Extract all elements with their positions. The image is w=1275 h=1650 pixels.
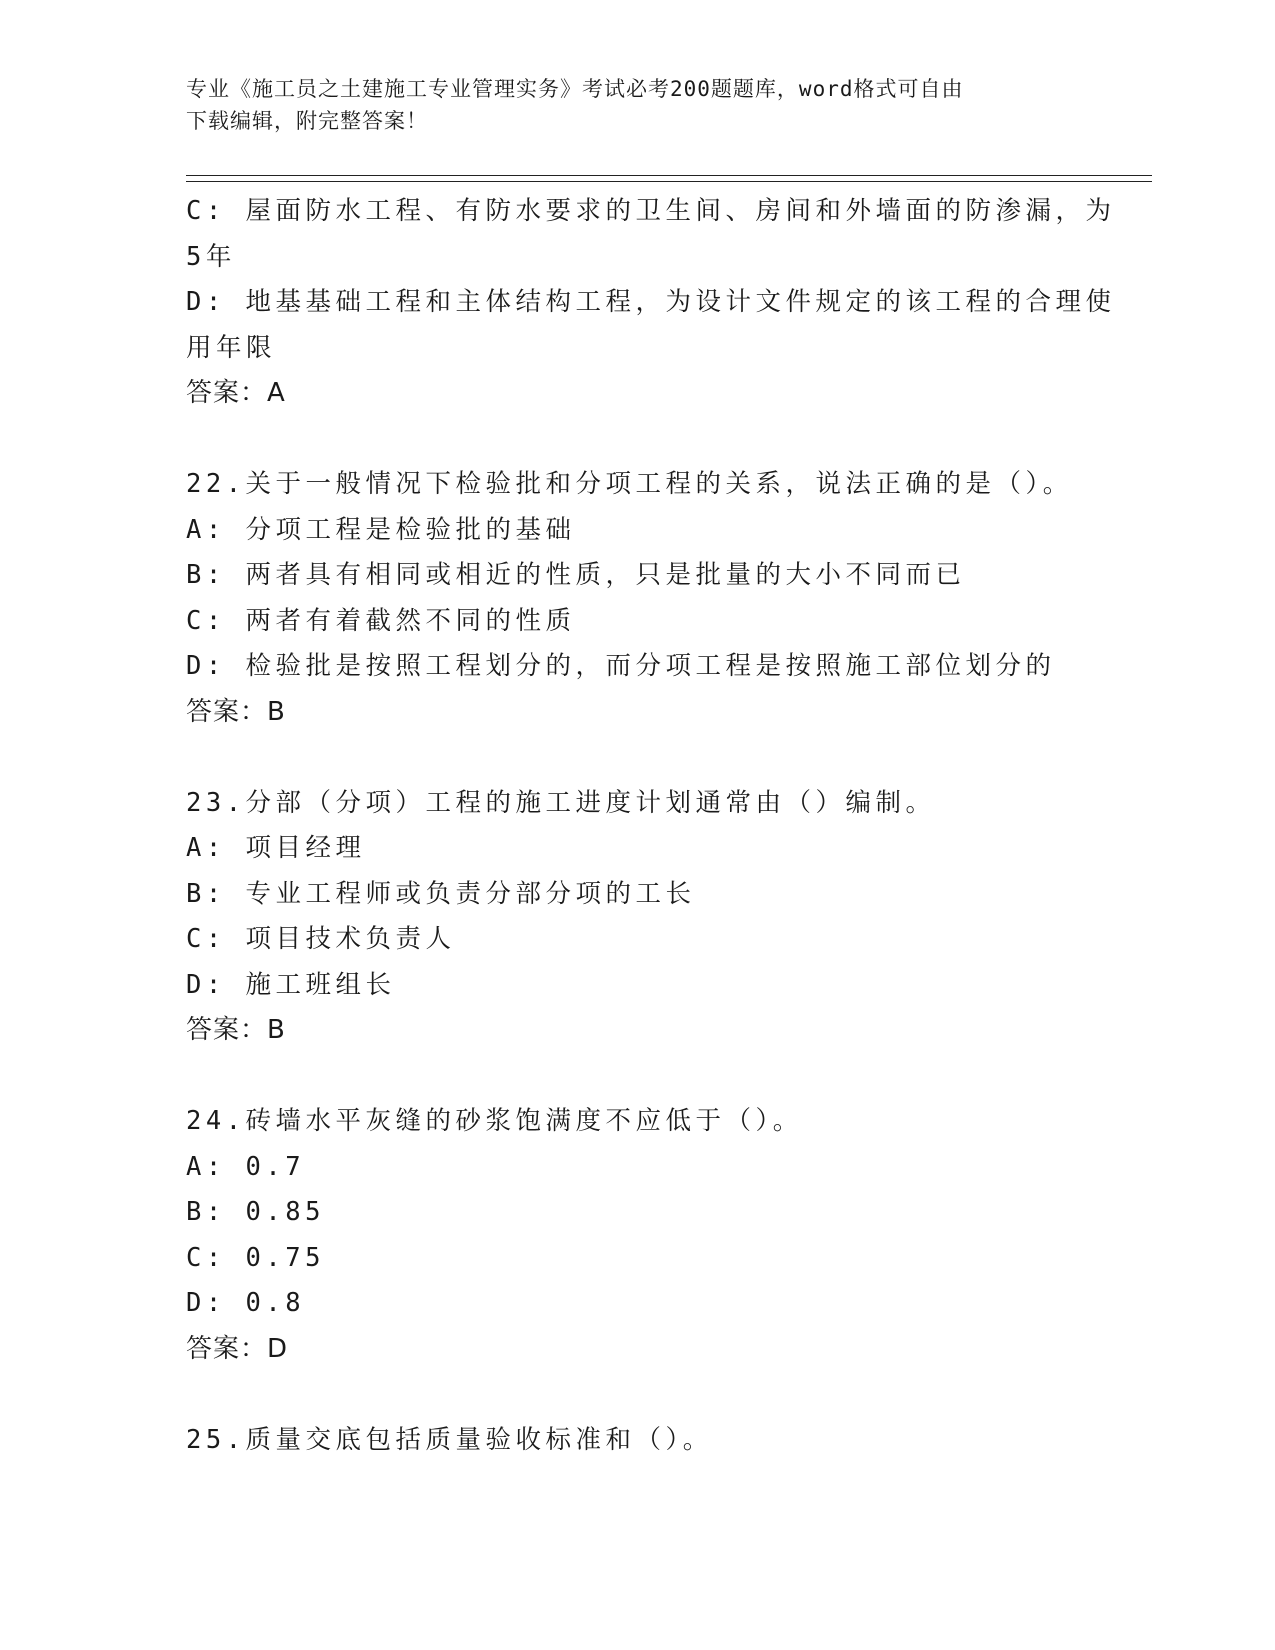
- document-header: [186, 73, 1086, 137]
- answer: 答案：D: [186, 1333, 289, 1364]
- question-stem: 24.砖墙水平灰缝的砂浆饱满度不应低于（）。: [186, 1106, 803, 1136]
- question-24: [186, 1099, 1106, 1372]
- option-a: A: 项目经理: [186, 833, 366, 863]
- option-c-line-1: C: 屋面防水工程、有防水要求的卫生间、房间和外墙面的防渗漏，为: [186, 196, 1116, 226]
- option-c: C: 项目技术负责人: [186, 924, 456, 954]
- option-d-line-2: 用年限: [186, 332, 277, 363]
- option-a: A: 分项工程是检验批的基础: [186, 514, 576, 545]
- question-23: [186, 781, 1106, 1054]
- question-content: [186, 189, 1116, 1463]
- spacer: [186, 417, 1106, 463]
- header-divider-bottom: [186, 181, 1152, 182]
- option-b: B: 专业工程师或负责分部分项的工长: [186, 878, 696, 909]
- question-stem: 23.分部（分项）工程的施工进度计划通常由（）编制。: [186, 787, 936, 818]
- header-line-2: 下载编辑，附完整答案！: [186, 109, 428, 133]
- question-21-tail: [186, 189, 1116, 417]
- spacer: [186, 1054, 1106, 1100]
- answer: 答案：B: [186, 1015, 286, 1045]
- question-stem: 22.关于一般情况下检验批和分项工程的关系，说法正确的是（）。: [186, 469, 1073, 499]
- option-b: B: 两者具有相同或相近的性质，只是批量的大小不同而已: [186, 560, 966, 590]
- option-d: D: 0.8: [186, 1288, 306, 1318]
- option-d: D: 检验批是按照工程划分的，而分项工程是按照施工部位划分的: [186, 651, 1056, 681]
- spacer: [186, 735, 1106, 781]
- header-line-1: 专业《施工员之土建施工专业管理实务》考试必考200题题库，word格式可自由: [186, 77, 964, 101]
- option-c: C: 0.75: [186, 1242, 325, 1273]
- option-c: C: 两者有着截然不同的性质: [186, 605, 576, 636]
- question-25: [186, 1418, 1106, 1464]
- option-d: D: 施工班组长: [186, 969, 396, 1000]
- option-c-line-2: 5年: [186, 241, 236, 272]
- option-d-line-1: D: 地基基础工程和主体结构工程，为设计文件规定的该工程的合理使: [186, 287, 1116, 317]
- answer: 答案：A: [186, 378, 286, 408]
- option-a: A: 0.7: [186, 1151, 306, 1182]
- header-divider-top: [186, 175, 1152, 176]
- question-22: [186, 462, 1106, 735]
- question-stem: 25.质量交底包括质量验收标准和（）。: [186, 1424, 713, 1455]
- spacer: [186, 1372, 1106, 1418]
- answer: 答案：B: [186, 696, 286, 727]
- option-b: B: 0.85: [186, 1197, 325, 1227]
